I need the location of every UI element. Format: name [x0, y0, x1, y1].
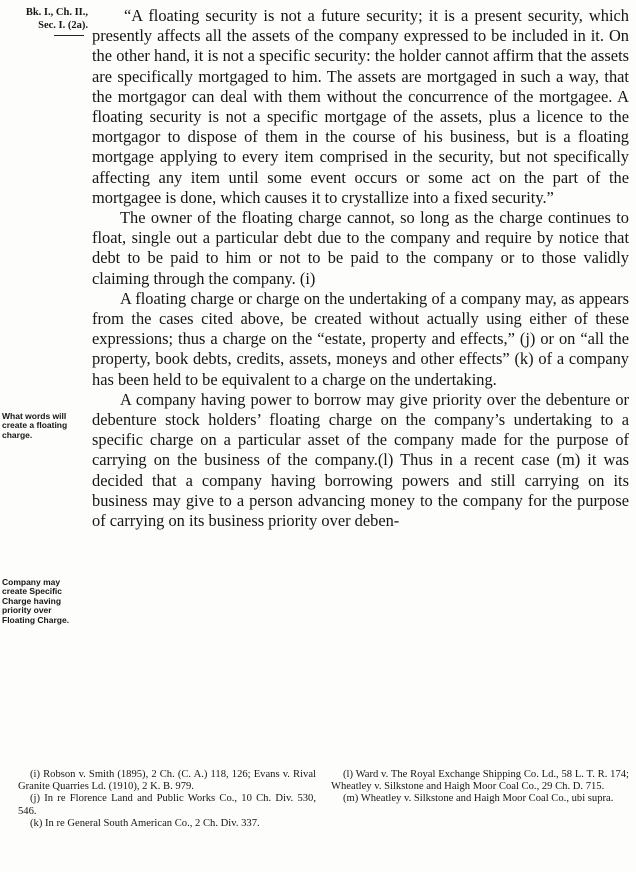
footnote-j: (j) In re Florence Land and Public Works Co., 10 Ch. Div. 530, 546. [18, 793, 316, 817]
paragraph-quotation: “A floating security is not a future security; it is a present security, which presently affects all the assets of the company expressed to be included in it. On the other hand, it is not a specific security: the holder cannot affirm that the assets are specifically mortgaged to him. The assets are mortgaged in such a way, that the mortgagor can deal with them without the concurrence of the mortgagee. A floating security is not a specific mortgage of the assets, plus a licence to the mortgagor to dispose of them in the course of his business, but is a floating mortgage applying to every item comprised in the security, but not specifically affecting any item until some event occurs or some act on the part of the mortgagee is done, which causes it to crystallize into a fixed security.” [92, 6, 629, 207]
footnotes-left-column [18, 769, 316, 830]
footnotes [18, 769, 629, 830]
running-head-rule [54, 35, 84, 36]
body-text [92, 6, 629, 531]
paragraph-owner-floating-charge: The owner of the floating charge cannot, so long as the charge continues to float, single out a particular debt due to the company and require by notice that debt to be paid to him or not to be paid to the company or to those validly claiming through the company. (i) [92, 208, 629, 288]
paragraph-company-priority: A company having power to borrow may give priority over the debenture or debenture stock holders’ floating charge on the company’s undertaking to a specific charge on a particular asset of the company made for the purpose of carrying on the business of the company.(l) Thus in a recent case (m) it was decided that a company having borrowing powers and still carrying on its business may give to a person advancing money to the company for the purpose of carrying on its business priority over deben- [92, 389, 629, 531]
paragraph-what-words: A floating charge or charge on the undertaking of a company may, as appears from the cases cited above, be created without actually using either of these expressions; thus a charge on the “estate, property and effects,” (j) or on “all the property, book debts, credits, assets, moneys and other effects” (k) of a company has been held to be equivalent to a charge on the undertaking. [92, 288, 629, 389]
running-head [6, 6, 88, 36]
margin-note-specific-charge: Company may create Specific Charge having priority over Floating Charge. [2, 577, 70, 625]
footnote-m: (m) Wheatley v. Silkstone and Haigh Moor Coal Co., ubi supra. [343, 793, 614, 805]
running-head-line-2: Sec. I. (2a). [38, 20, 88, 31]
footnotes-right-column [331, 769, 629, 830]
footnote-k: (k) In re General South American Co., 2 Ch. Div. 337. [30, 817, 260, 829]
footnote-l: (l) Ward v. The Royal Exchange Shipping Co. Ld., 58 L. T. R. 174; Wheatley v. Silkstone and Haigh Moor Coal Co., 29 Ch. D. 715. [331, 769, 629, 793]
footnote-i: (i) Robson v. Smith (1895), 2 Ch. (C. A.) 118, 126; Evans v. Rival Granite Quarries Ld. (1910), 2 K. B. 979. [18, 769, 316, 793]
margin-note-floating-charge: What words will create a floating charge. [2, 411, 68, 440]
running-head-line-1: Bk. I., Ch. II., [25, 7, 88, 18]
